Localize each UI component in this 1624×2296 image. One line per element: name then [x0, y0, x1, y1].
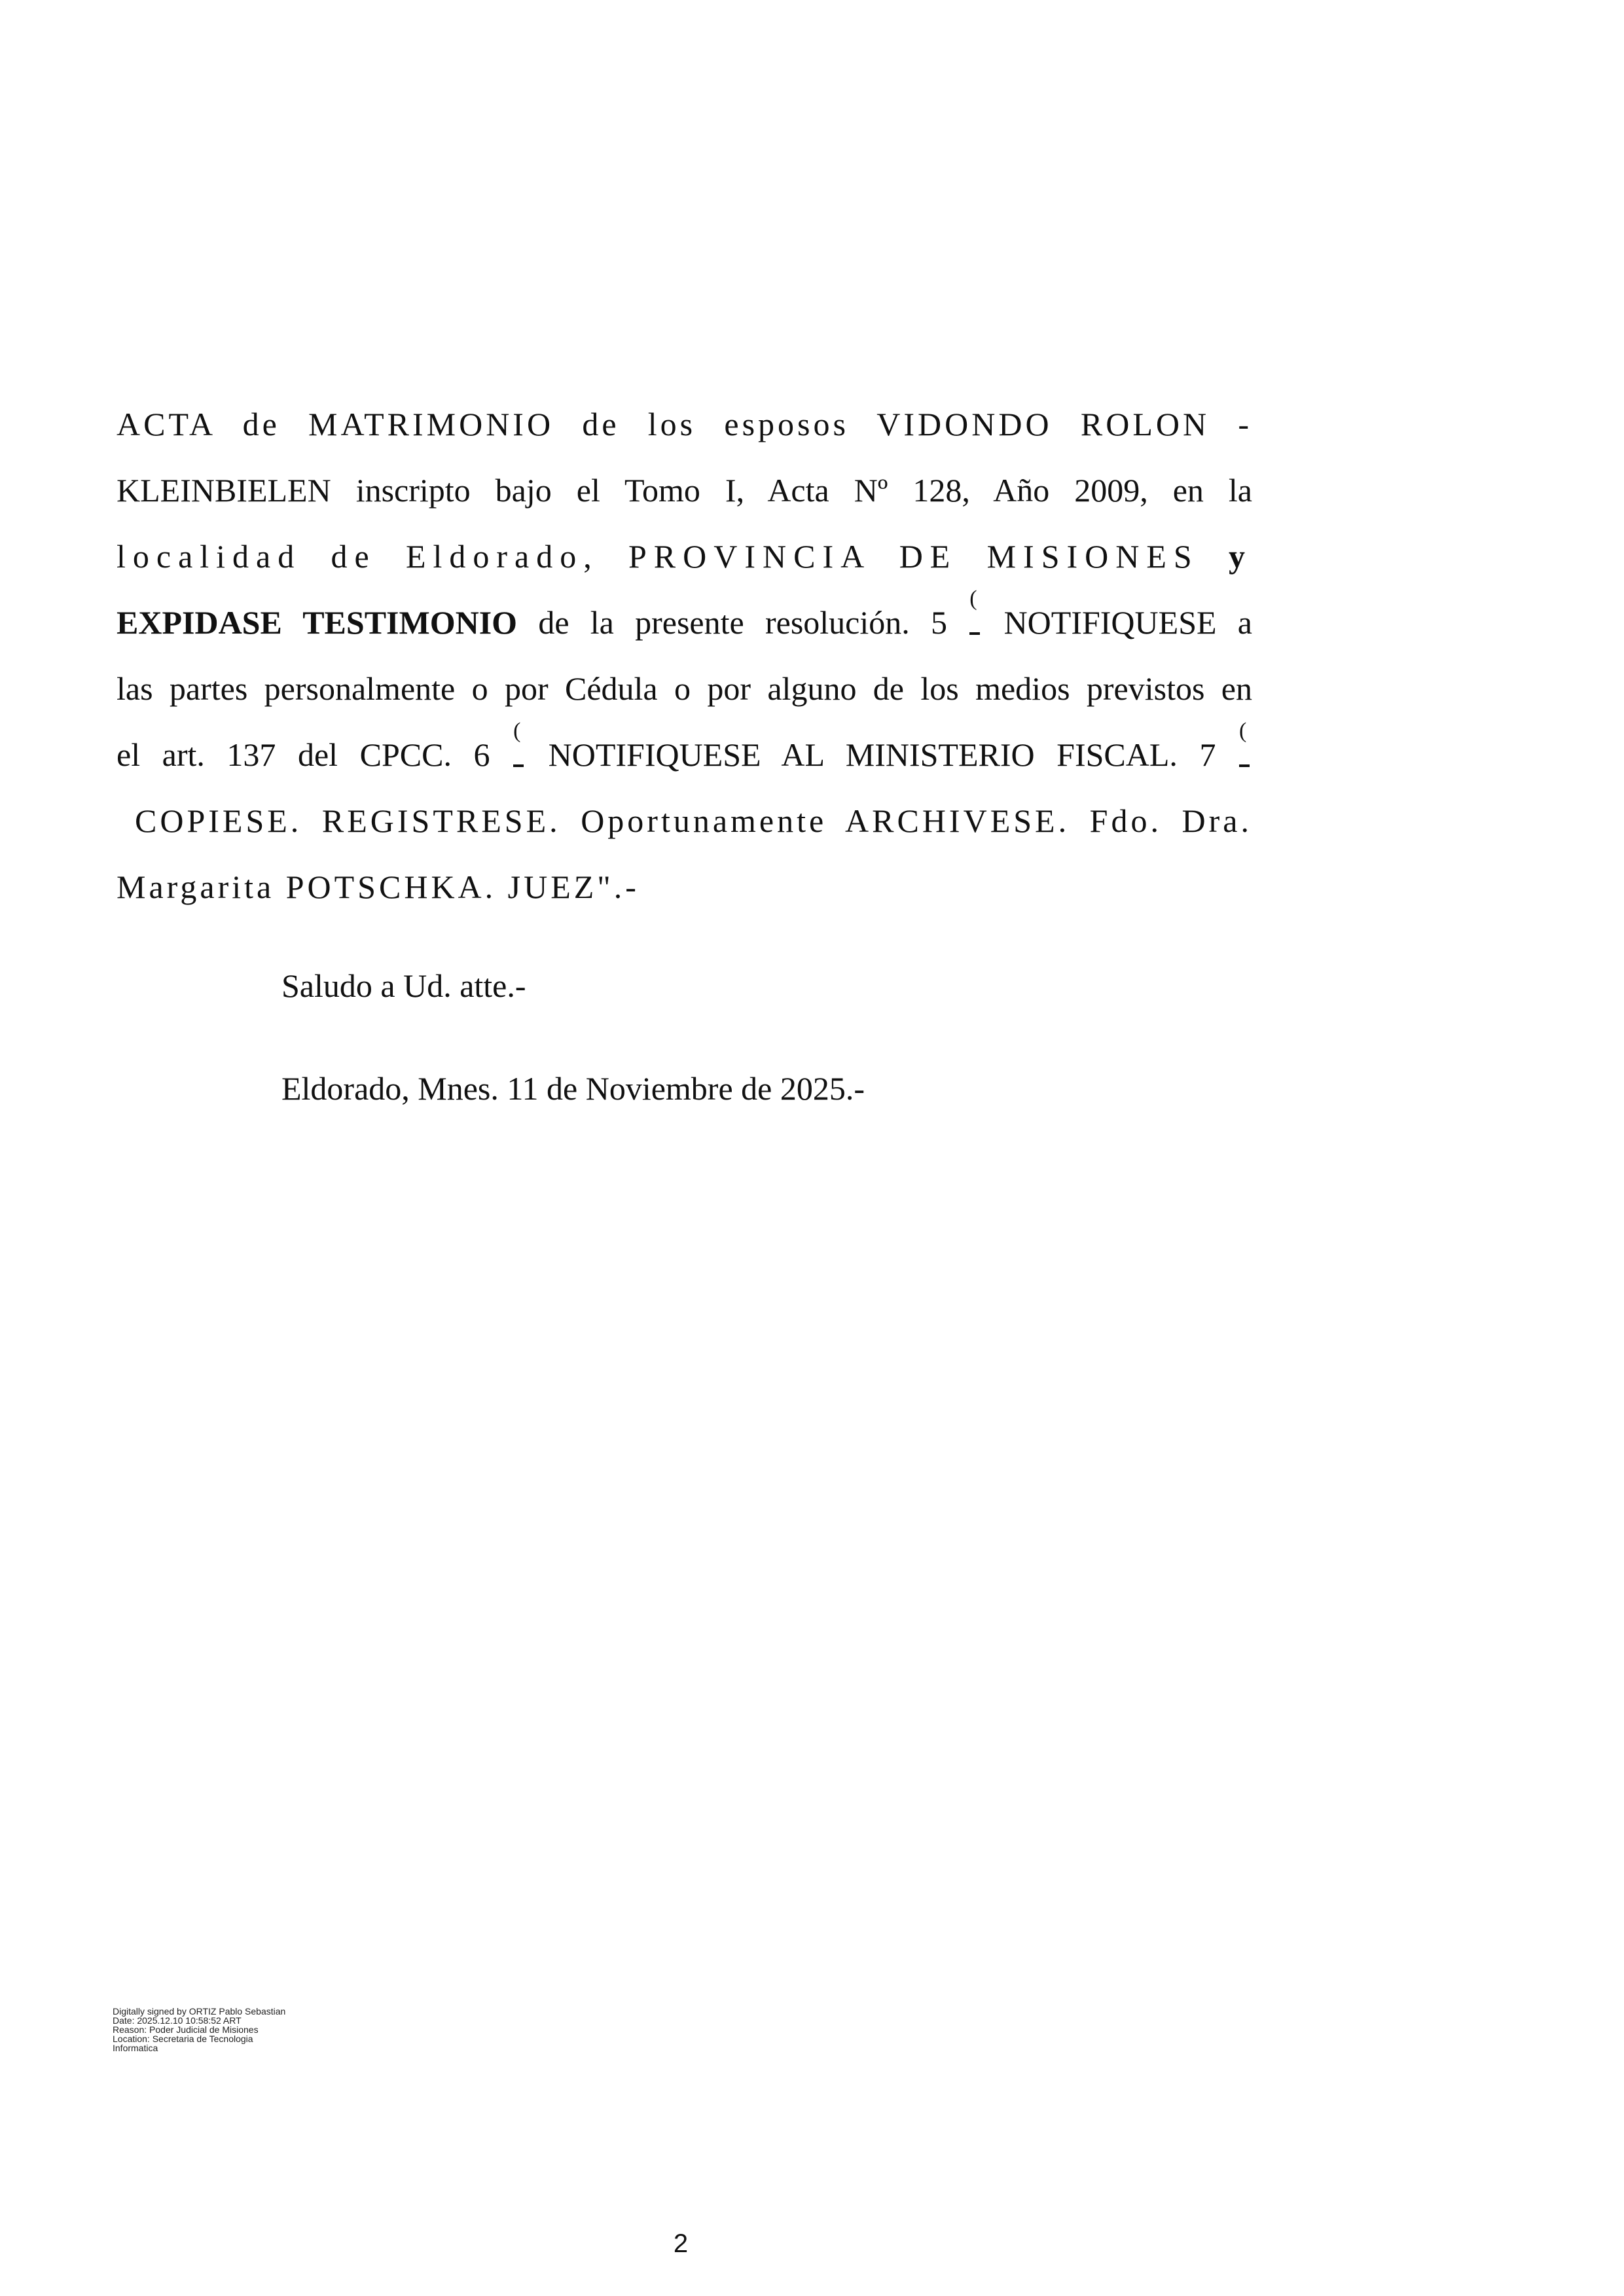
body-line-6-tail: NOTIFIQUESE AL MINISTERIO FISCAL. 7 [548, 736, 1216, 773]
ordinal-mark-bar [969, 632, 980, 635]
ordinal-mark-paren: ( [513, 719, 521, 743]
expidase-testimonio-text: EXPIDASE TESTIMONIO [117, 604, 518, 641]
closing-greeting: Saludo a Ud. atte.- [281, 967, 526, 1004]
body-line-4 [117, 586, 1252, 656]
signature-location-cont: Informatica [113, 2043, 158, 2053]
resolution-body [117, 391, 1252, 920]
body-line-8-text: Margarita POTSCHKA. JUEZ".- [117, 869, 640, 905]
body-line-6-text: el art. 137 del CPCC. 6 [117, 736, 490, 773]
body-line-7 [117, 788, 1252, 854]
ordinal-mark-icon [512, 719, 526, 766]
body-line-5 [117, 656, 1252, 722]
body-line-1 [117, 391, 1252, 457]
ordinal-mark-bar [1239, 764, 1250, 767]
place-and-date: Eldorado, Mnes. 11 de Noviembre de 2025.- [281, 1070, 865, 1107]
signature-signer: Digitally signed by ORTIZ Pablo Sebastian [113, 2006, 286, 2017]
ordinal-mark-bar [513, 764, 524, 767]
signature-date: Date: 2025.12.10 10:58:52 ART [113, 2015, 242, 2026]
body-line-2 [117, 457, 1252, 524]
signature-reason: Reason: Poder Judicial de Misiones [113, 2024, 259, 2035]
body-line-2-text: KLEINBIELEN inscripto bajo el Tomo I, Acta Nº 128, Año 2009, en la [117, 472, 1252, 509]
body-line-6 [117, 719, 1252, 788]
body-line-3 [117, 524, 1252, 590]
page-number: 2 [673, 2229, 689, 2258]
body-line-4-tail: NOTIFIQUESE a [1003, 604, 1252, 641]
ordinal-mark-paren: ( [969, 586, 977, 611]
body-line-7-text: COPIESE. REGISTRESE. Oportunamente ARCHIVESE. Fdo. Dra. [135, 802, 1252, 839]
body-line-3-bold: y [1229, 538, 1252, 575]
signature-location: Location: Secretaria de Tecnologia [113, 2034, 253, 2044]
body-line-4-text: de la presente resolución. 5 [538, 604, 948, 641]
body-line-3-text: localidad de Eldorado, PROVINCIA DE MISIONES [117, 538, 1199, 575]
body-line-5-text: las partes personalmente o por Cédula o por alguno de los medios previstos en [117, 670, 1252, 707]
body-line-8 [117, 854, 1252, 920]
ordinal-mark-paren: ( [1239, 719, 1247, 743]
ordinal-mark-icon [968, 586, 983, 634]
digital-signature-block [113, 2007, 285, 2053]
ordinal-mark-icon [1238, 719, 1252, 766]
body-line-1-text: ACTA de MATRIMONIO de los esposos VIDONDO ROLON - [117, 406, 1252, 442]
